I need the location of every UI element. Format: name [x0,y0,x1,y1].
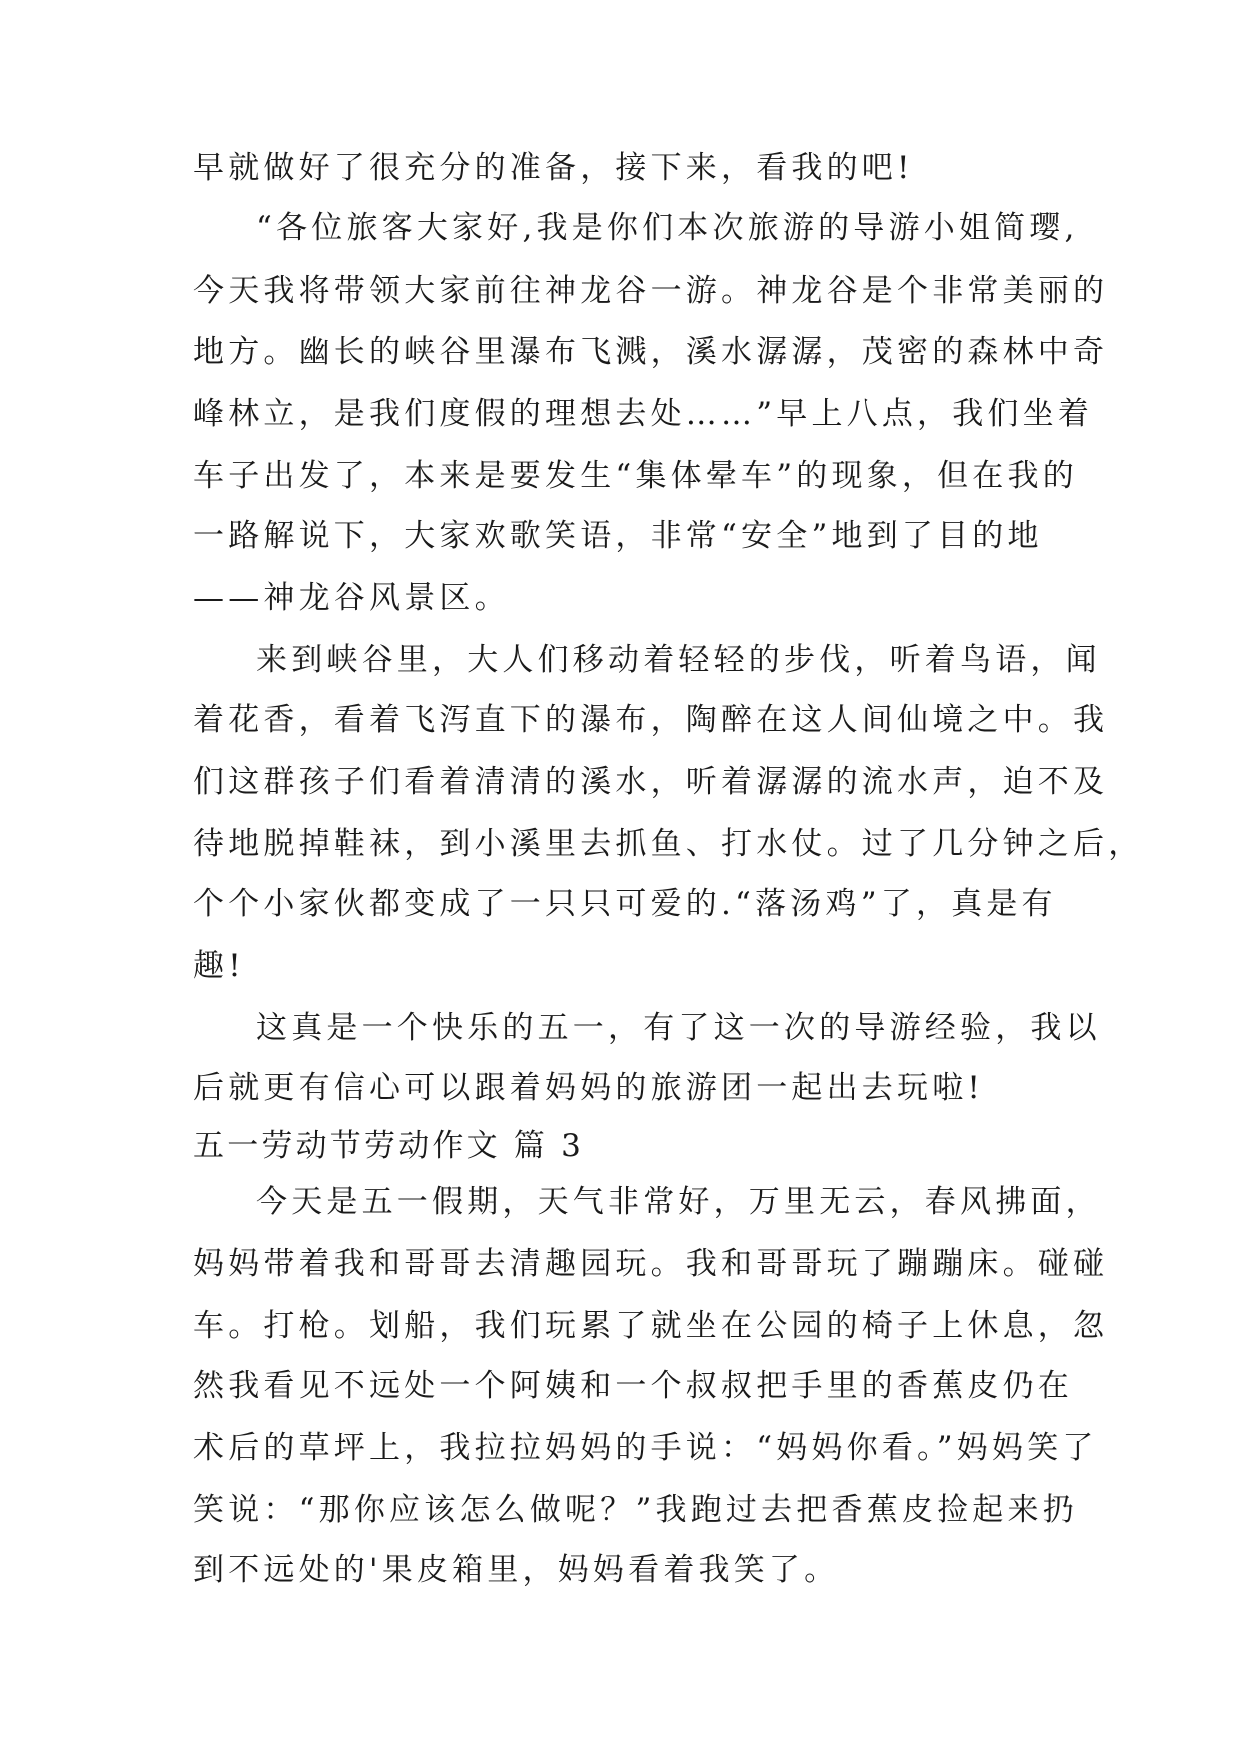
text-line: 早就做好了很充分的准备，接下来，看我的吧! [193,150,914,186]
text-line: 然我看见不远处一个阿姨和一个叔叔把手里的香蕉皮仍在 [193,1368,1073,1404]
text-line: 个个小家伙都变成了一只只可爱的.“落汤鸡”了，真是有 [193,886,1057,922]
text-line: 车。打枪。划船，我们玩累了就坐在公园的椅子上休息，忽 [193,1308,1109,1344]
text-line: 妈妈带着我和哥哥去清趣园玩。我和哥哥玩了蹦蹦床。碰碰 [193,1246,1109,1282]
text-line: 地方。幽长的峡谷里瀑布飞溅，溪水潺潺，茂密的森林中奇 [193,334,1109,370]
text-line: 到不远处的'果皮箱里，妈妈看着我笑了。 [193,1552,840,1588]
text-line: 术后的草坪上，我拉拉妈妈的手说：“妈妈你看。”妈妈笑了 [193,1430,1098,1466]
text-line: 今天我将带领大家前往神龙谷一游。神龙谷是个非常美丽的 [193,273,1109,309]
text-line: 峰林立，是我们度假的理想去处……”早上八点，我们坐着 [193,396,1094,432]
section-heading: 五一劳动节劳动作文 篇 3 [193,1128,585,1164]
text-line: 来到峡谷里，大人们移动着轻轻的步伐，听着鸟语，闻 [256,642,1101,678]
text-line: 们这群孩子们看着清清的溪水，听着潺潺的流水声，迫不及 [193,764,1109,800]
text-line: 趣! [193,948,245,984]
text-line: 车子出发了，本来是要发生“集体晕车”的现象，但在我的 [193,458,1078,494]
text-line: 这真是一个快乐的五一，有了这一次的导游经验，我以 [256,1010,1101,1046]
text-line: 今天是五一假期，天气非常好，万里无云，春风拂面， [256,1184,1101,1220]
text-line: 待地脱掉鞋袜，到小溪里去抓鱼、打水仗。过了几分钟之后， [193,826,1144,862]
text-line: 着花香，看着飞泻直下的瀑布，陶醉在这人间仙境之中。我 [193,702,1109,738]
text-line: “各位旅客大家好,我是你们本次旅游的导游小姐简璎, [256,210,1079,246]
text-line: 一路解说下，大家欢歌笑语，非常“安全”地到了目的地 [193,518,1043,554]
text-line: 笑说：“那你应该怎么做呢？”我跑过去把香蕉皮捡起来扔 [193,1492,1078,1528]
text-line: ——神龙谷风景区。 [193,580,510,616]
text-line: 后就更有信心可以跟着妈妈的旅游团一起出去玩啦! [193,1070,985,1106]
